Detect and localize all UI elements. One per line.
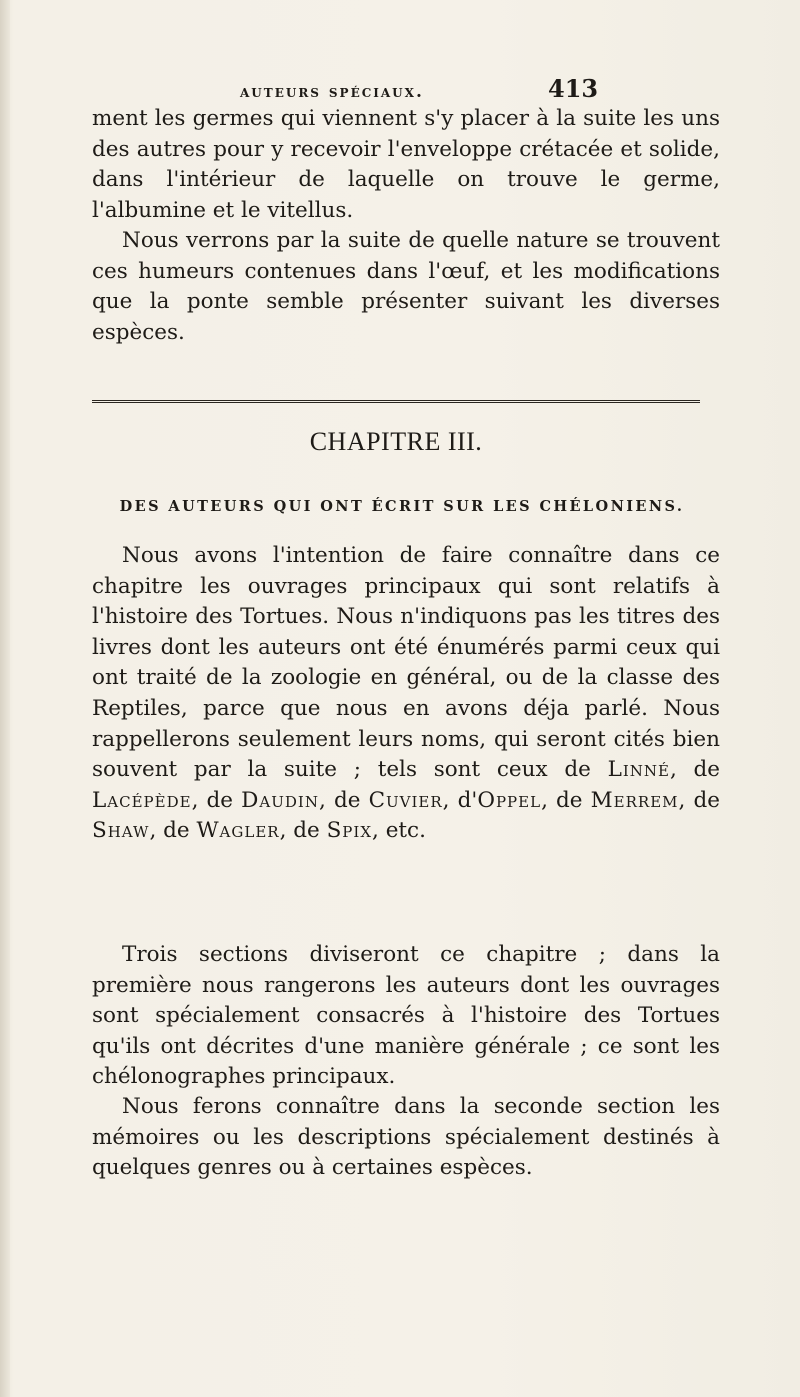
paragraph: Nous verrons par la suite de quelle nature se trouvent ces humeurs contenues dans l'œuf, et les modifications que la ponte semble présenter suivant les diverses espèces. <box>92 228 720 345</box>
paragraph: Trois sections diviseront ce chapitre ; dans la première nous rangerons les auteurs dont les ouvrages sont spécialement consacrés à l'histoire des Tortues qu'ils ont décrites d'une manière générale ; ce sont les chélonographes principaux. <box>92 942 720 1090</box>
author-name: Shaw <box>92 818 150 844</box>
author-name: Cuvier <box>368 787 443 813</box>
paragraph: Nous ferons connaître dans la seconde section les mémoires ou les descriptions spécialement destinés à quelques genres ou à certaines espèces. <box>92 1094 720 1181</box>
paragraph-intro-end: etc. <box>385 818 426 844</box>
paragraph-intro-text: Nous avons l'intention de faire connaître dans ce chapitre les ouvrages principaux qui sont relatifs à l'histoire des Tortues. Nous n'indiquons pas les titres des livres dont les auteurs ont été énumérés parmi ceux qui ont traité de la zoologie en général, ou de la classe des Reptiles, parce que nous en avons déja parlé. Nous rappellerons seulement leurs noms, qui seront cités bien souvent par la suite ; tels sont ceux de <box>92 543 720 783</box>
author-name: Spix <box>326 818 373 844</box>
paragraph-continuation: ment les germes qui viennent s'y placer à la suite les uns des autres pour y recevoir l'enveloppe crétacée et solide, dans l'intérieur de laquelle on trouve le germe, l'albumine et le vitellus. <box>92 106 720 223</box>
author-name: Merrem <box>590 787 679 813</box>
page-edge-shadow <box>0 0 10 1397</box>
author-name: Oppel <box>477 787 542 813</box>
page-number: 413 <box>548 74 599 103</box>
chapter-divider-rule <box>92 400 700 403</box>
author-name: Daudin <box>241 787 319 813</box>
paragraph-intro: Nous avons l'intention de faire connaître dans ce chapitre les ouvrages principaux qui sont relatifs à l'histoire des Tortues. Nous n'indiquons pas les titres des livres dont les auteurs ont été énumérés parmi ceux qui ont traité de la zoologie en général, ou de la classe des Reptiles, parce que nous en avons déja parlé. Nous rappellerons seulement leurs noms, qui seront cités bien souvent par la suite ; tels sont ceux de Linné, de Lacépède, de Daudin, de Cuvier, d'Oppel, de Merrem, de Shaw, de Wagler, de Spix, etc. <box>92 543 721 844</box>
author-name: Wagler <box>196 818 280 844</box>
author-name: Linné <box>607 757 670 783</box>
chapter-title: CHAPITRE III. <box>309 427 483 456</box>
running-head: auteurs spéciaux. <box>240 82 424 102</box>
author-name: Lacépède <box>92 787 192 813</box>
chapter-subtitle: DES AUTEURS QUI ONT ÉCRIT SUR LES CHÉLONIENS. <box>119 498 685 515</box>
